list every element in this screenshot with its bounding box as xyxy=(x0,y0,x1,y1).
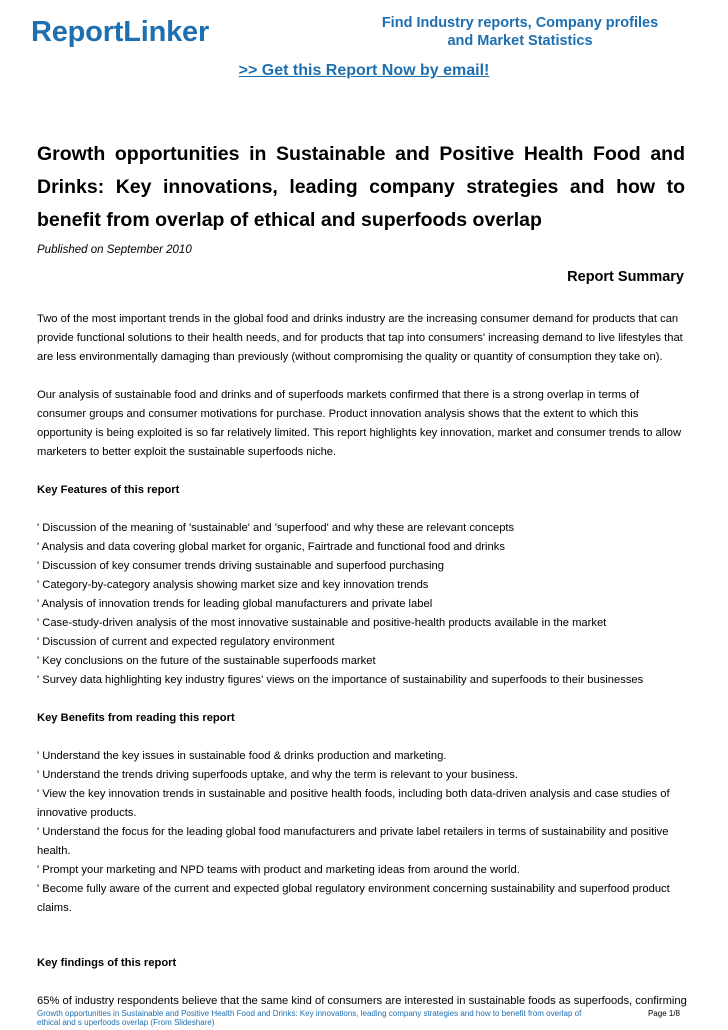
get-report-link[interactable]: >> Get this Report Now by email! xyxy=(238,62,490,79)
tagline-line-1: Find Industry reports, Company profiles xyxy=(381,15,659,31)
benefit-item: ' View the key innovation trends in sustainable and positive health foods, including both data-driven analysis and case studies of innovative products. xyxy=(37,788,670,819)
benefit-item: ' Become fully aware of the current and expected global regulatory environment concerning sustainability and superfood product claims. xyxy=(37,883,670,914)
feature-item: ' Case-study-driven analysis of the most innovative sustainable and positive-health products available in the market xyxy=(37,617,607,629)
benefit-item: ' Understand the trends driving superfoods uptake, and why the term is relevant to your business. xyxy=(37,769,518,781)
key-benefits-heading: Key Benefits from reading this report xyxy=(37,712,235,724)
feature-item: ' Category-by-category analysis showing market size and key innovation trends xyxy=(37,579,429,591)
feature-item: ' Survey data highlighting key industry figures' views on the importance of sustainability and superfoods to their businesses xyxy=(37,674,644,686)
footer-source-link[interactable]: Growth opportunities in Sustainable and Positive Health Food and Drinks: Key innovations, leading company strategies and how to benefit from overlap of ethical and s uperfoods overlap (From Slideshare) xyxy=(37,1009,582,1027)
report-body xyxy=(37,310,687,1030)
published-date: Published on September 2010 xyxy=(37,244,192,256)
feature-item: ' Discussion of key consumer trends driving sustainable and superfood purchasing xyxy=(37,560,444,572)
benefit-item: ' Understand the key issues in sustainable food & drinks production and marketing. xyxy=(37,750,447,762)
page-number: Page 1/8 xyxy=(647,1009,680,1018)
summary-paragraph-2: Our analysis of sustainable food and drinks and of superfoods markets confirmed that there is a strong overlap in terms of consumer groups and consumer motivations for purchase. Product innovation analysis shows that the extent to which this opportunity is being exploited is so far relatively limited. This report highlights key innovation, market and consumer trends to allow marketers to better exploit the sustainable superfoods niche. xyxy=(37,389,682,458)
key-features-heading: Key Features of this report xyxy=(37,484,180,496)
feature-item: ' Key conclusions on the future of the sustainable superfoods market xyxy=(37,655,376,667)
benefit-item: ' Understand the focus for the leading global food manufacturers and private label retailers in terms of sustainability and positive health. xyxy=(37,826,669,857)
key-findings-heading: Key findings of this report xyxy=(37,957,177,969)
report-title: Growth opportunities in Sustainable and Positive Health Food and Drinks: Key innovations, leading company strategies and how to benefit from overlap of ethical and superfoods overlap xyxy=(37,143,685,231)
feature-item: ' Discussion of the meaning of 'sustainable' and 'superfood' and why these are relevant concepts xyxy=(37,522,515,534)
report-summary-heading: Report Summary xyxy=(567,269,684,285)
summary-paragraph-1: Two of the most important trends in the global food and drinks industry are the increasing consumer demand for products that can provide functional solutions to their health needs, and for products that tap into consumers' increasing demand to live lifestyles that are less environmentally damaging than previously (without compromising the quality or quantity of consumption they take on). xyxy=(37,313,683,363)
reportlinker-logo[interactable]: ReportLinker xyxy=(31,16,210,48)
feature-item: ' Analysis of innovation trends for leading global manufacturers and private label xyxy=(37,598,433,610)
header-tagline xyxy=(370,14,670,50)
section-spacer xyxy=(37,937,687,954)
key-benefits-list xyxy=(37,747,687,918)
get-report-cta xyxy=(0,62,728,80)
feature-item: ' Analysis and data covering global market for organic, Fairtrade and functional food and drinks xyxy=(37,541,505,553)
key-findings-text: 65% of industry respondents believe that the same kind of consumers are interested in sustainable foods as superfoods, confirming xyxy=(37,995,687,1007)
feature-item: ' Discussion of current and expected regulatory environment xyxy=(37,636,335,648)
benefit-item: ' Prompt your marketing and NPD teams with product and marketing ideas from around the world. xyxy=(37,864,520,876)
tagline-line-2: and Market Statistics xyxy=(447,33,593,49)
key-features-list xyxy=(37,519,687,690)
